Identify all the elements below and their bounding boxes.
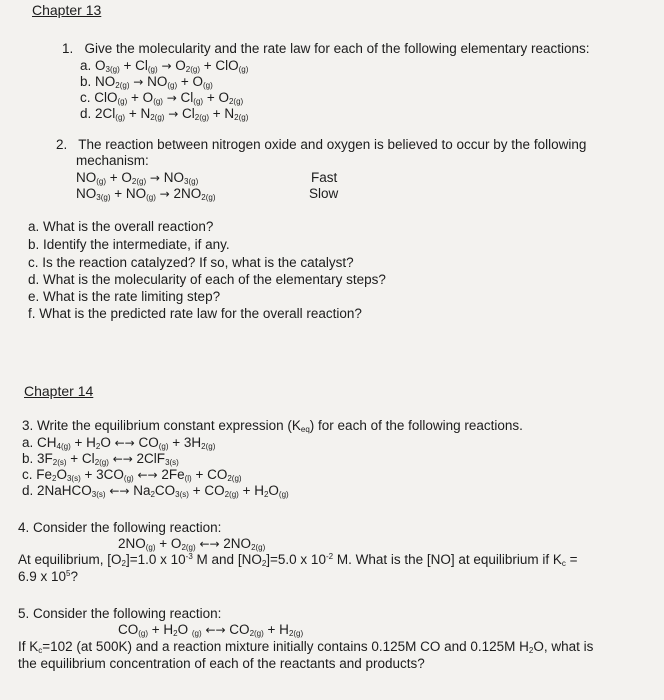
reaction-3c: c. $Fe_2O_{3(s)} + 3CO_{(g)}$ ←→ $2Fe_{(l)} + CO_{2(g)}$: [22, 467, 242, 483]
question-4-prompt: 4. Consider the following reaction:: [18, 520, 222, 535]
mechanism-step-2: $NO_{3(g)} + NO_{(g)} \to 2NO_{2(g)}$: [76, 186, 216, 202]
question-4-text-line2: 6.9 x $10^5$?: [18, 569, 79, 584]
q2-part-e: e. What is the rate limiting step?: [28, 289, 221, 304]
reaction-1c: c. $ClO_{(g)} + O_{(g)} \to Cl_{(g)} + O_{2(g)}$: [80, 90, 244, 106]
question-5-text-line2: the equilibrium concentration of each of the reactants and products?: [18, 656, 425, 671]
chapter-14-heading: Chapter 14: [24, 383, 94, 399]
question-2-prompt-line2: mechanism:: [76, 153, 149, 168]
q2-part-c: c. Is the reaction catalyzed? If so, what is the catalyst?: [28, 255, 354, 270]
mechanism-step-1: $NO_{(g)} + O_{2(g)} \to NO_{3(g)}$: [76, 170, 199, 186]
question-2-prompt: 2. The reaction between nitrogen oxide and oxygen is believed to occur by the following: [56, 137, 587, 152]
reaction-5: $CO_{(g)} + H_2O$ $_{(g)}$ ←→ $CO_{2(g)} + H_{2(g)}$: [118, 622, 304, 638]
step-2-rate: Slow: [309, 186, 339, 201]
question-5-text-line1: If $K_c=102$ (at 500K) and a reaction mixture initially contains 0.125M CO and 0.125M $H_2O$, what is: [18, 639, 594, 655]
reaction-3b: b. $3F_{2(s)} + Cl_{2(g)}$ ←→ 2ClF$_{3(s)}$: [22, 451, 179, 467]
reaction-3d: d. 2NaHCO$_{3(s)}$ ←→ $Na_2CO_{3(s)} + CO_{2(g)} + H_2O_{(g)}$: [22, 483, 289, 499]
q2-part-d: d. What is the molecularity of each of the elementary steps?: [28, 272, 386, 287]
question-1-prompt: 1. Give the molecularity and the rate law for each of the following elementary reactions:: [62, 41, 590, 56]
question-4-text-line1: At equilibrium, $[O_2]=1.0$ x $10^{-3}$ M and $[NO_2]=5.0$ x $10^{-2}$ M. What is the [NO] at equilibrium if $K_c$ =: [18, 552, 578, 568]
question-5-prompt: 5. Consider the following reaction:: [18, 606, 222, 621]
reaction-1d: d. $2Cl_{(g)} + N_{2(g)} \to Cl_{2(g)} + N_{2(g)}$: [80, 106, 249, 122]
question-3-prompt: 3. Write the equilibrium constant expression $(K_{eq})$ for each of the following reactions.: [22, 418, 523, 434]
reaction-1a: a. $O_{3(g)} + Cl_{(g)} \to O_{2(g)} + ClO_{(g)}$: [80, 58, 249, 74]
reaction-4: $2NO_{(g)} + O_{2(g)}$ ←→ $2NO_{2(g)}$: [118, 536, 266, 552]
chapter-13-heading: Chapter 13: [32, 2, 102, 18]
step-1-rate: Fast: [311, 170, 338, 185]
q2-part-a: a. What is the overall reaction?: [28, 219, 214, 234]
q2-part-b: b. Identify the intermediate, if any.: [28, 237, 230, 252]
q2-part-f: f. What is the predicted rate law for the overall reaction?: [28, 306, 362, 321]
reaction-3a: a. $CH_{4(g)} + H_2O$ ←→ $CO_{(g)} + 3H_{2(g)}$: [22, 435, 216, 451]
reaction-1b: b. $NO_{2(g)} \to NO_{(g)} + O_{(g)}$: [80, 74, 213, 90]
